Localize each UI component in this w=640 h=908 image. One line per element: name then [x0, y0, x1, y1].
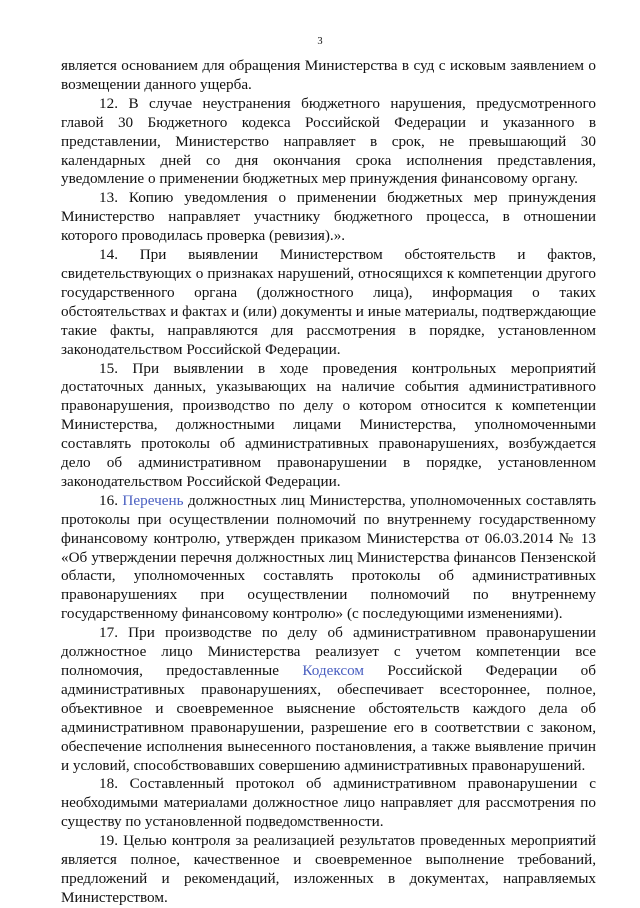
paragraph-18: 18. Составленный протокол об административном правонарушении с необходимыми материалами должностное лицо направляет для рассмотрения по существу по установленной подведомственности. — [61, 775, 596, 831]
paragraph-continuation: является основанием для обращения Министерства в суд с исковым заявлением о возмещении данного ущерба. — [61, 57, 596, 93]
paragraph-13: 13. Копию уведомления о применении бюджетных мер принуждения Министерство направляет участнику бюджетного процесса, в отношении которого проводилась проверка (ревизия).». — [61, 189, 596, 245]
paragraph-17-text-end: Российской Федерации об административных правонарушениях, обеспечивает всестороннее, полное, объективное и своевременное выяснение обстоятельств каждого дела об административном правонарушении, разрешение его в соответствии с законом, обеспечение исполнения вынесенного постановления, а также выявление причин и условий, способствовавших совершению административных правонарушений. — [61, 662, 596, 774]
list-link[interactable]: Перечень — [122, 491, 184, 509]
paragraph-16-number: 16. — [99, 491, 118, 509]
paragraph-17-text-start: 17. При производстве по делу об административном правонарушении должностное лицо Министерства реализует с учетом компетенции все полномочия, предоставленные — [61, 624, 596, 679]
document-body — [61, 57, 596, 908]
paragraph-15: 15. При выявлении в ходе проведения контрольных мероприятий достаточных данных, указывающих на наличие события административного правонарушения, производство по делу о котором относится к компетенции Министерства, должностными лицами Министерства, уполномоченными составлять протоколы об административных правонарушениях, возбуждается дело об административном правонарушении в порядке, установленном законодательством Российской Федерации. — [61, 359, 596, 490]
paragraph-16-text: должностных лиц Министерства, уполномоченных составлять протоколы при осуществлении полномочий по внутреннему государственному финансовому контролю, утвержден приказом Министерства от 06.03.2014 № 13 «Об утверждении перечня должностных лиц Министерства финансов Пензенской области, уполномоченных составлять протоколы об административных правонарушениях при осуществлении полномочий по внутреннему государственному финансовому контролю» (с последующими изменениями). — [61, 491, 597, 623]
paragraph-12: 12. В случае неустранения бюджетного нарушения, предусмотренного главой 30 Бюджетного кодекса Российской Федерации и указанного в представлении, Министерство направляет в срок, не превышающий 30 календарных дней со дня окончания срока исполнения представления, уведомление о применении бюджетных мер принуждения финансовому органу. — [61, 94, 596, 188]
paragraph-19: 19. Целью контроля за реализацией результатов проведенных мероприятий является полное, качественное и своевременное выполнение требований, предложений и рекомендаций, изложенных в документах, направляемых Министерством. — [61, 832, 596, 906]
paragraph-14: 14. При выявлении Министерством обстоятельств и фактов, свидетельствующих о признаках нарушений, относящихся к компетенции другого государственного органа (должностного лица), информация о таких обстоятельствах и фактах и (или) документы и иные материалы, подтверждающие такие факты, направляются для рассмотрения в порядке, установленном законодательством Российской Федерации. — [61, 246, 596, 358]
page-number: 3 — [317, 36, 323, 47]
code-link[interactable]: Кодексом — [302, 662, 365, 679]
paragraph-17 — [61, 624, 596, 775]
paragraph-16 — [61, 492, 596, 624]
